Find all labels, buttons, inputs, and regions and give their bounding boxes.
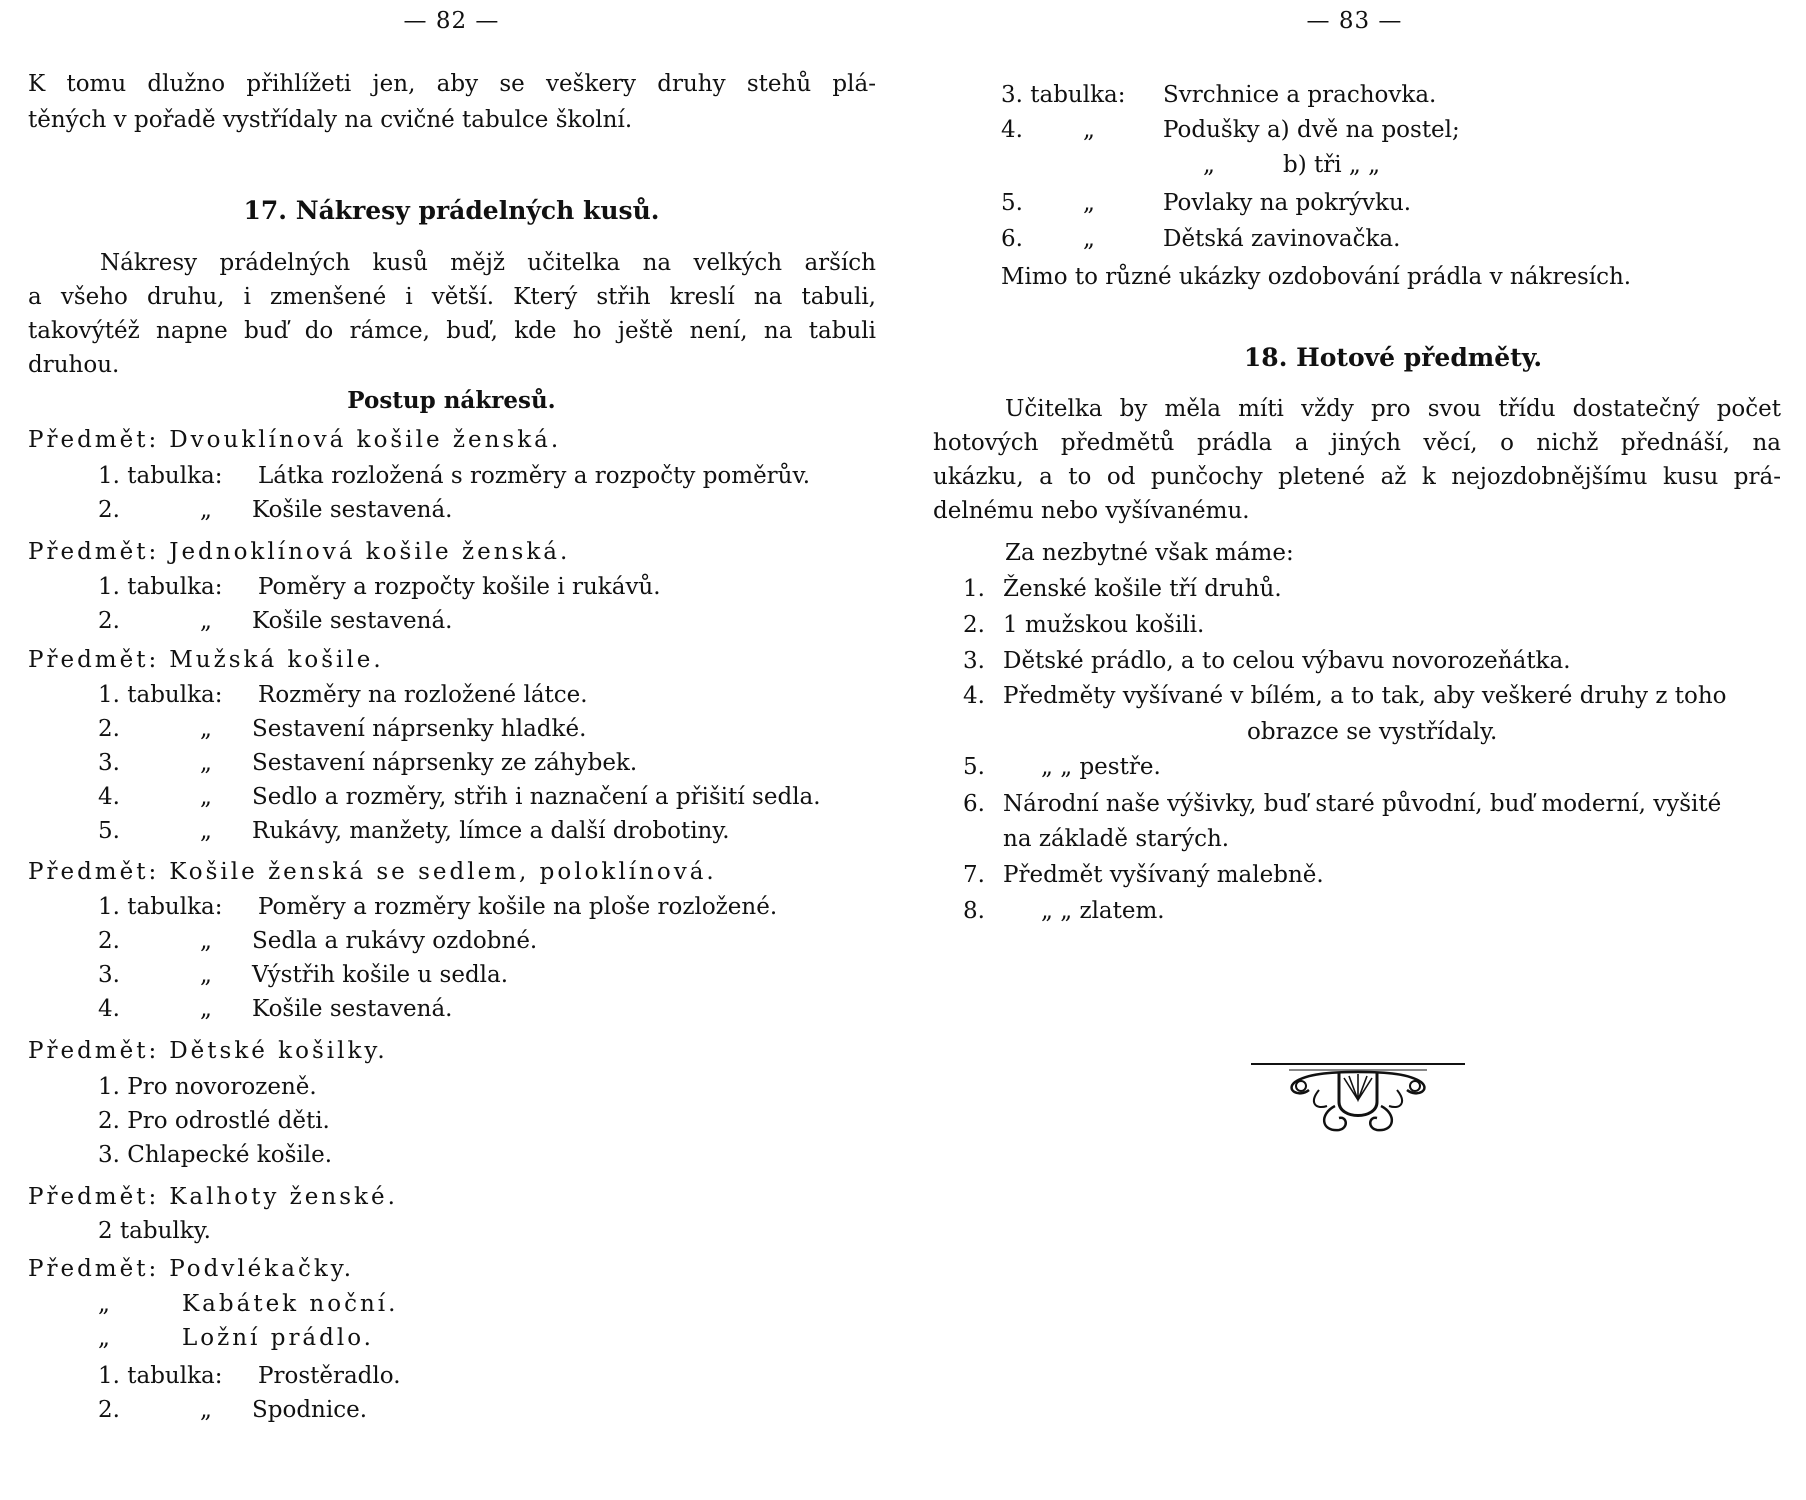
section-17-paragraph [28,246,876,382]
section-title-18: 18. Hotové předměty. [1243,343,1543,372]
subject-text: Ložní prádlo. [182,1325,374,1351]
subject-line [28,1182,398,1212]
subject-label: Předmět: [28,1038,160,1064]
subject-label: Předmět: [28,647,160,673]
item-number: 4. [1001,117,1023,143]
item-text: Poměry a rozměry košile na ploše rozložené. [258,894,778,920]
item-number: 1. tabulka: [98,574,223,600]
ditto-mark: „ [200,716,212,742]
list-item: Předměty vyšívané v bílém, a to tak, aby veškeré druhy z toho [1003,683,1727,709]
paragraph-line: Učitelka by měla míti vždy pro svou třídu dostatečný počet [1005,396,1781,422]
item-number: 1. tabulka: [98,1363,223,1389]
list-item: Národní naše výšivky, buď staré původní, buď moderní, vyšité [1003,791,1722,817]
item-number: 8. [963,898,985,924]
subject-label: Předmět: [28,859,160,885]
ditto-mark: „ [200,750,212,776]
ditto-mark: „ [1203,152,1215,178]
ditto-mark: „ [1083,190,1095,216]
subheading-postup: Postup nákresů. [347,387,556,414]
item-number: 1. tabulka: [98,682,223,708]
item-number: 6. [1001,226,1023,252]
item-text: Dětská zavinovačka. [1163,226,1401,252]
intro-line: K tomu dlužno přihlížeti jen, aby se veškery druhy stehů plá- [28,71,876,97]
item-text: Rukávy, manžety, límce a další drobotiny. [252,818,730,844]
item-number: 3. [98,962,120,988]
subject-line [28,425,561,455]
subject-line [28,537,570,567]
ditto-mark: „ [200,497,212,523]
item-text: Podušky a) dvě na postel; [1163,117,1460,143]
page-number-right: — 83 — [1306,8,1403,34]
item-number: 5. [963,754,985,780]
item-number: 5. [98,818,120,844]
subject-label: Předmět: [28,427,160,453]
paragraph-line: Nákresy prádelných kusů mějž učitelka na velkých arších [100,250,876,276]
list-item: Ženské košile tří druhů. [1003,576,1282,602]
ditto-mark: „ [200,1397,212,1423]
item-number: 7. [963,862,985,888]
subject-text: Kalhoty ženské. [169,1184,398,1210]
list-item: 1 mužskou košili. [1003,612,1205,638]
ditto-mark: „ [200,996,212,1022]
item-number: 1. [963,576,985,602]
item-text: Sedla a rukávy ozdobné. [252,928,538,954]
item-text: Košile sestavená. [252,497,453,523]
list-item: obrazce se vystřídaly. [1247,719,1498,745]
list-item: „ „ zlatem. [1041,898,1165,924]
lead-line: Za nezbytné však máme: [1005,540,1294,566]
list-item: Předmět vyšívaný malebně. [1003,862,1324,888]
ditto-mark: „ [200,818,212,844]
paragraph-line: hotových předmětů prádla a jiných věcí, o nichž přednáší, na [933,430,1781,456]
subject-line [28,1254,354,1284]
item-number: 3. tabulka: [1001,82,1126,108]
list-item: 2. Pro odrostlé děti. [98,1108,330,1134]
item-text: Spodnice. [252,1397,368,1423]
list-item: „ „ pestře. [1041,754,1161,780]
item-number: 3. [98,750,120,776]
subject-line [28,857,717,887]
item-text: Poměry a rozpočty košile i rukávů. [258,574,661,600]
subject-label: Předmět: [28,1256,160,1282]
item-text: Sestavení náprsenky hladké. [252,716,587,742]
item-text: Povlaky na pokrývku. [1163,190,1412,216]
item-number: 2. [963,612,985,638]
item-number: 1. tabulka: [98,894,223,920]
ornament-icon [1249,1050,1467,1136]
item-text: Sestavení náprsenky ze záhybek. [252,750,638,776]
subject-label: Předmět: [28,539,160,565]
right-page [903,0,1806,1500]
item-text: Svrchnice a prachovka. [1163,82,1437,108]
subject-text: Mužská košile. [169,647,384,673]
subject-line [28,645,384,675]
closing-line: Mimo to různé ukázky ozdobování prádla v nákresích. [1001,264,1632,290]
paragraph-line: druhou. [28,352,120,378]
item-number: 2. [98,608,120,634]
item-number: 1. tabulka: [98,463,223,489]
item-text: Košile sestavená. [252,608,453,634]
intro-line: těných v pořadě vystřídaly na cvičné tabulce školní. [28,107,633,133]
item-number: 4. [963,683,985,709]
item-text: Prostěradlo. [258,1363,401,1389]
subject-text: Jednoklínová košile ženská. [169,539,571,565]
section-title-17: 17. Nákresy prádelných kusů. [243,196,660,225]
paragraph-line: delnému nebo vyšívanému. [933,498,1250,524]
ditto-mark: „ [200,608,212,634]
paragraph-line: a všeho druhu, i zmenšené i větší. Který střih kreslí na tabuli, [28,284,876,310]
intro-paragraph [28,66,876,138]
ditto-mark: „ [1083,226,1095,252]
ditto-mark: „ [98,1291,110,1317]
list-item: 1. Pro novorozeně. [98,1074,317,1100]
item-number: 4. [98,784,120,810]
subject-line [28,1036,388,1066]
subject-text: Kabátek noční. [182,1291,399,1317]
item-number: 5. [1001,190,1023,216]
item-text: Sedlo a rozměry, střih i naznačení a přišití sedla. [252,784,821,810]
list-item: Dětské prádlo, a to celou výbavu novorozeňátka. [1003,648,1571,674]
list-item: 3. Chlapecké košile. [98,1142,333,1168]
ditto-mark: „ [200,784,212,810]
paragraph-line: ukázku, a to od punčochy pletené až k nejozdobnějšímu kusu prá- [933,464,1781,490]
list-item: na základě starých. [1003,826,1230,852]
item-number: 2. [98,1397,120,1423]
item-number: 6. [963,791,985,817]
item-text: Košile sestavená. [252,996,453,1022]
ditto-mark: „ [200,928,212,954]
item-number: 2. [98,716,120,742]
paragraph-line: takovýtéž napne buď do rámce, buď, kde ho ještě není, na tabuli [28,318,876,344]
item-number: 2. [98,928,120,954]
subject-label: Předmět: [28,1184,160,1210]
item-text: Výstřih košile u sedla. [252,962,509,988]
section-18-paragraph [933,392,1781,528]
ditto-mark: „ [98,1325,110,1351]
item-number: 4. [98,996,120,1022]
item-text: Rozměry na rozložené látce. [258,682,588,708]
item-number: 3. [963,648,985,674]
ditto-mark: „ [200,962,212,988]
item-number: 2. [98,497,120,523]
ditto-mark: „ [1083,117,1095,143]
page-number-left: — 82 — [403,8,500,34]
subject-text: Podvlékačky. [169,1256,355,1282]
subject-text: Dětské košilky. [169,1038,388,1064]
item-text: b) tři „ „ [1283,152,1381,178]
subject-text: Dvouklínová košile ženská. [169,427,562,453]
item-text: Látka rozložená s rozměry a rozpočty poměrův. [258,463,811,489]
subject-text: Košile ženská se sedlem, poloklínová. [169,859,717,885]
list-item: 2 tabulky. [98,1218,211,1244]
